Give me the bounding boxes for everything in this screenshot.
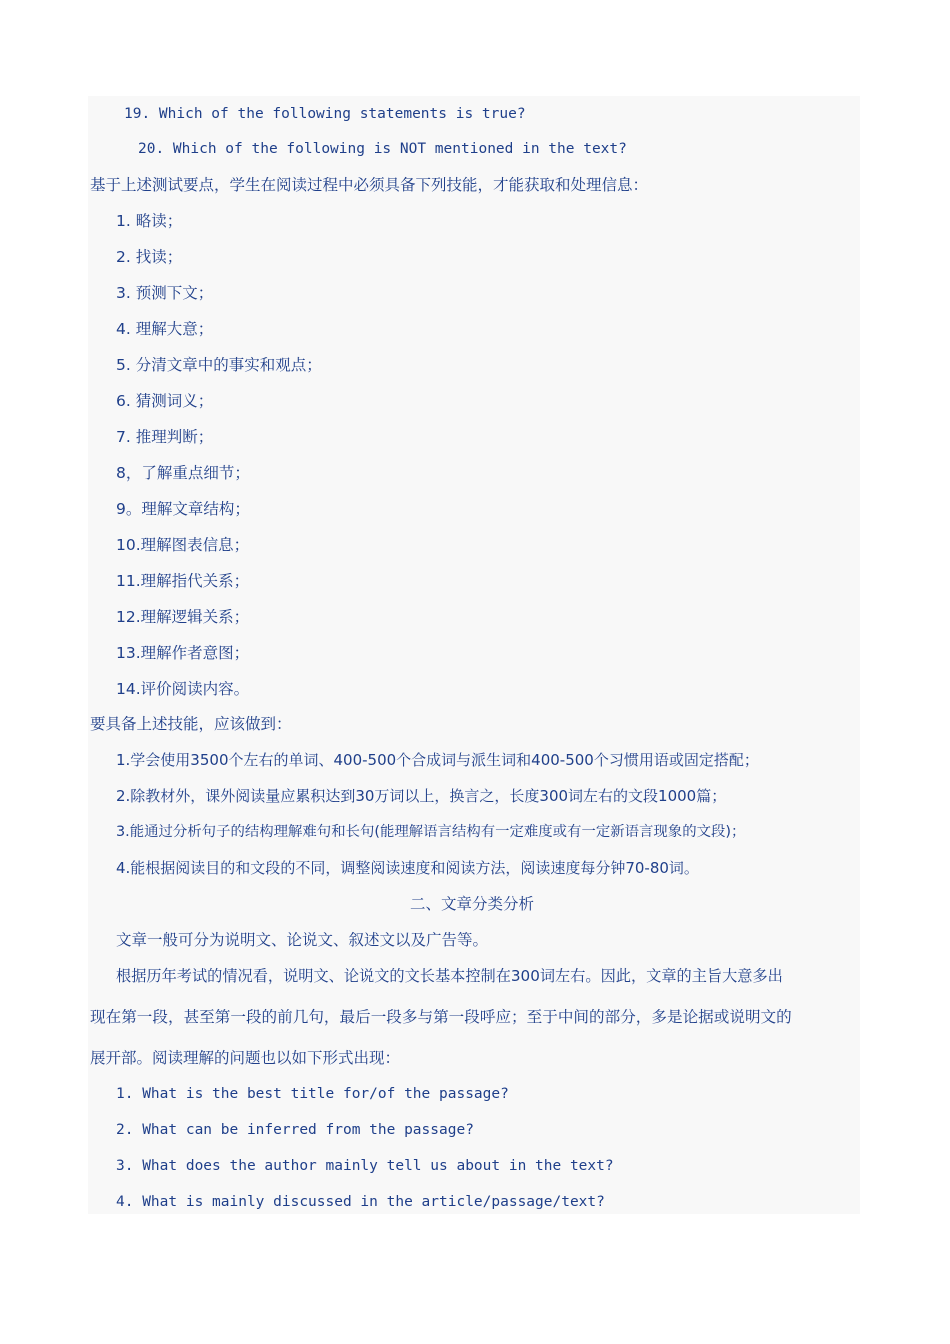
question-item: 1. What is the best title for/of the passage? bbox=[116, 1086, 509, 1102]
paragraph-analysis-line: 根据历年考试的情况看，说明文、论说文的文长基本控制在300词左右。因此，文章的主旨大意多出 bbox=[116, 967, 783, 985]
requirement-item: 3.能通过分析句子的结构理解难句和长句(能理解语言结构有一定难度或有一定新语言现象的文段)； bbox=[116, 824, 746, 840]
skill-item: 11.理解指代关系； bbox=[116, 572, 250, 590]
skill-item: 4. 理解大意； bbox=[116, 320, 214, 338]
requirement-item: 4.能根据阅读目的和文段的不同，调整阅读速度和阅读方法，阅读速度每分钟70-80词。 bbox=[116, 859, 699, 877]
requirement-item: 1.学会使用3500个左右的单词、400-500个合成词与派生词和400-500个习惯用语或固定搭配； bbox=[116, 751, 759, 769]
skill-item: 2. 找读； bbox=[116, 248, 183, 266]
skill-item: 7. 推理判断； bbox=[116, 428, 214, 446]
paragraph-analysis-line: 展开部。阅读理解的问题也以如下形式出现： bbox=[90, 1049, 401, 1067]
skill-item: 1. 略读； bbox=[116, 212, 183, 230]
skill-item: 9。理解文章结构； bbox=[116, 500, 250, 518]
skill-item: 13.理解作者意图； bbox=[116, 644, 250, 662]
skill-item: 10.理解图表信息； bbox=[116, 536, 250, 554]
question-20: 20. Which of the following is NOT mentioned in the text? bbox=[138, 141, 627, 157]
question-item: 2. What can be inferred from the passage? bbox=[116, 1122, 474, 1138]
skills-intro: 基于上述测试要点，学生在阅读过程中必须具备下列技能，才能获取和处理信息： bbox=[90, 176, 649, 194]
skill-item: 3. 预测下文； bbox=[116, 284, 214, 302]
skill-item: 5. 分清文章中的事实和观点； bbox=[116, 356, 322, 374]
question-item: 3. What does the author mainly tell us about in the text? bbox=[116, 1158, 614, 1174]
requirement-item: 2.除教材外，课外阅读量应累积达到30万词以上，换言之，长度300词左右的文段1000篇； bbox=[116, 787, 727, 805]
section-title: 二、文章分类分析 bbox=[410, 895, 535, 913]
skill-item: 14.评价阅读内容。 bbox=[116, 680, 250, 698]
question-item: 4. What is mainly discussed in the article/passage/text? bbox=[116, 1194, 605, 1210]
question-19: 19. Which of the following statements is true? bbox=[124, 106, 526, 122]
requirements-intro: 要具备上述技能，应该做到： bbox=[90, 715, 292, 733]
skill-item: 8，了解重点细节； bbox=[116, 464, 250, 482]
paragraph-analysis-line: 现在第一段，甚至第一段的前几句，最后一段多与第一段呼应；至于中间的部分，多是论据或说明文的 bbox=[90, 1008, 792, 1026]
paragraph-types: 文章一般可分为说明文、论说文、叙述文以及广告等。 bbox=[116, 931, 489, 949]
skill-item: 12.理解逻辑关系； bbox=[116, 608, 250, 626]
skill-item: 6. 猜测词义； bbox=[116, 392, 214, 410]
